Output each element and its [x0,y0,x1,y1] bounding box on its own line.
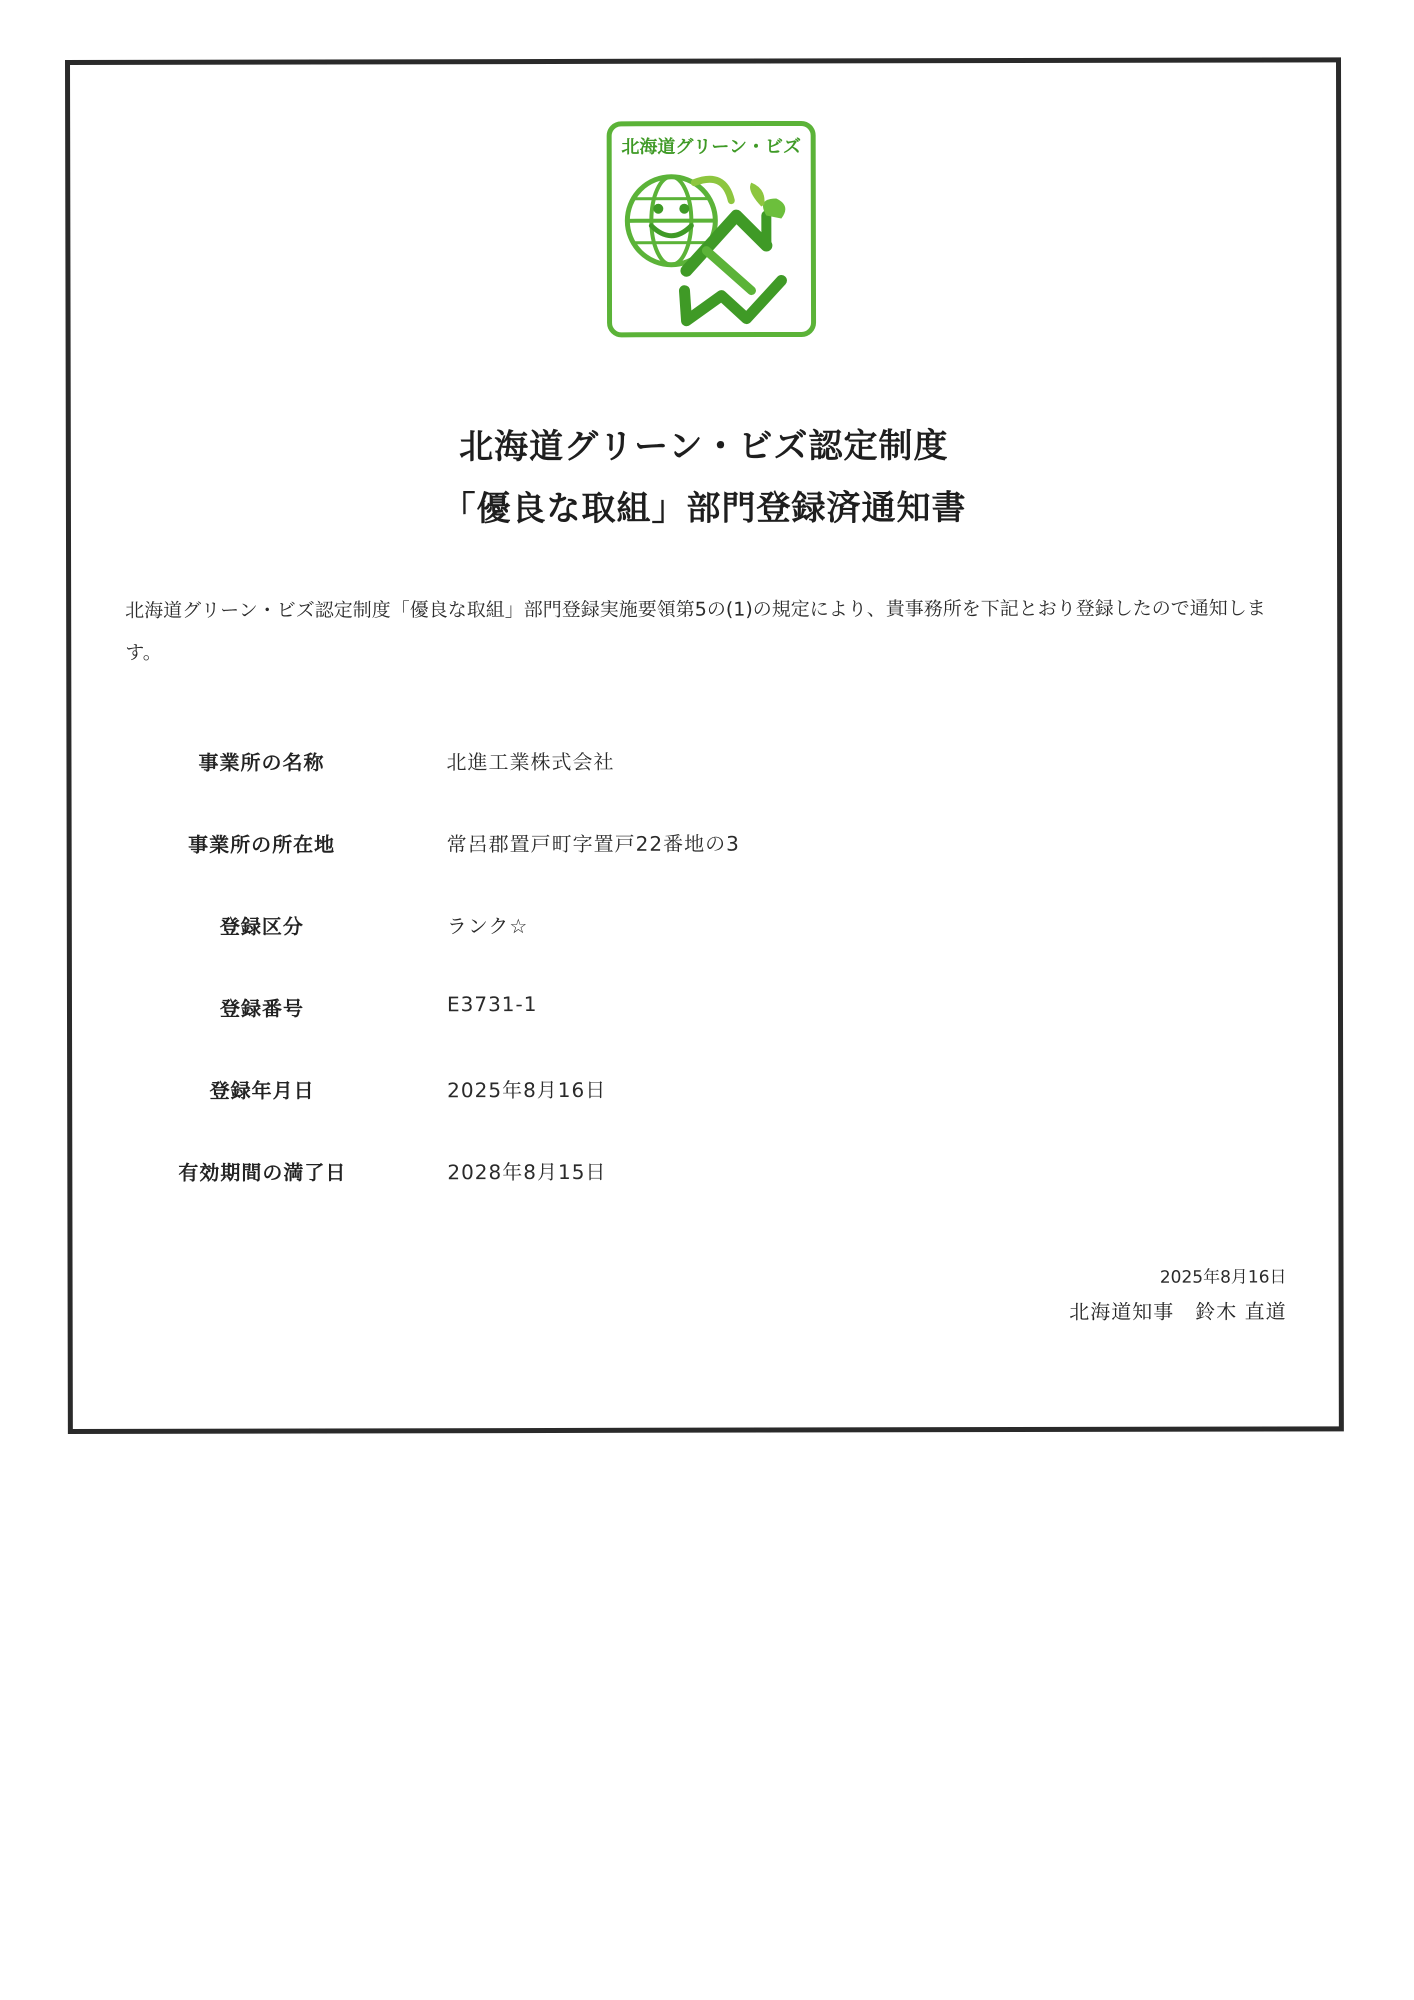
row-value: 2025年8月16日 [447,1077,607,1103]
document-title-line1: 北海道グリーン・ビズ認定制度 [459,426,949,468]
row-registration-date [72,1072,1338,1115]
row-value: 2028年8月15日 [447,1159,607,1185]
logo-text: 北海道グリーン・ビズ [621,136,802,158]
row-label: 有効期間の満了日 [178,1160,347,1185]
row-registration-category [72,908,1338,951]
row-label: 事業所の所在地 [188,832,336,857]
document-frame [65,57,1344,1434]
row-office-name [71,744,1337,787]
row-office-address [72,826,1338,869]
row-value: 北進工業株式会社 [446,749,615,775]
issue-date: 2025年8月16日 [1159,1267,1287,1288]
green-biz-logo [606,120,816,337]
row-label: 登録区分 [219,914,304,939]
row-label: 登録年月日 [209,1078,315,1103]
row-label: 登録番号 [219,996,305,1021]
document-title-line2: 「優良な取組」部門登録済通知書 [441,488,967,530]
signer-name: 北海道知事 鈴木 直道 [1069,1299,1287,1324]
row-registration-number [72,990,1338,1033]
row-value: 常呂郡置戸町字置戸22番地の3 [446,831,740,857]
row-value: ランク☆ [446,914,529,939]
notice-body-text: 北海道グリーン・ビズ認定制度「優良な取組」部門登録実施要領第5の(1)の規定により、貴事務所を下記とおり登録したので通知します。 [125,597,1266,664]
row-label: 事業所の名称 [198,750,325,775]
row-expiry-date [72,1154,1338,1197]
row-value: E3731-1 [446,992,538,1017]
